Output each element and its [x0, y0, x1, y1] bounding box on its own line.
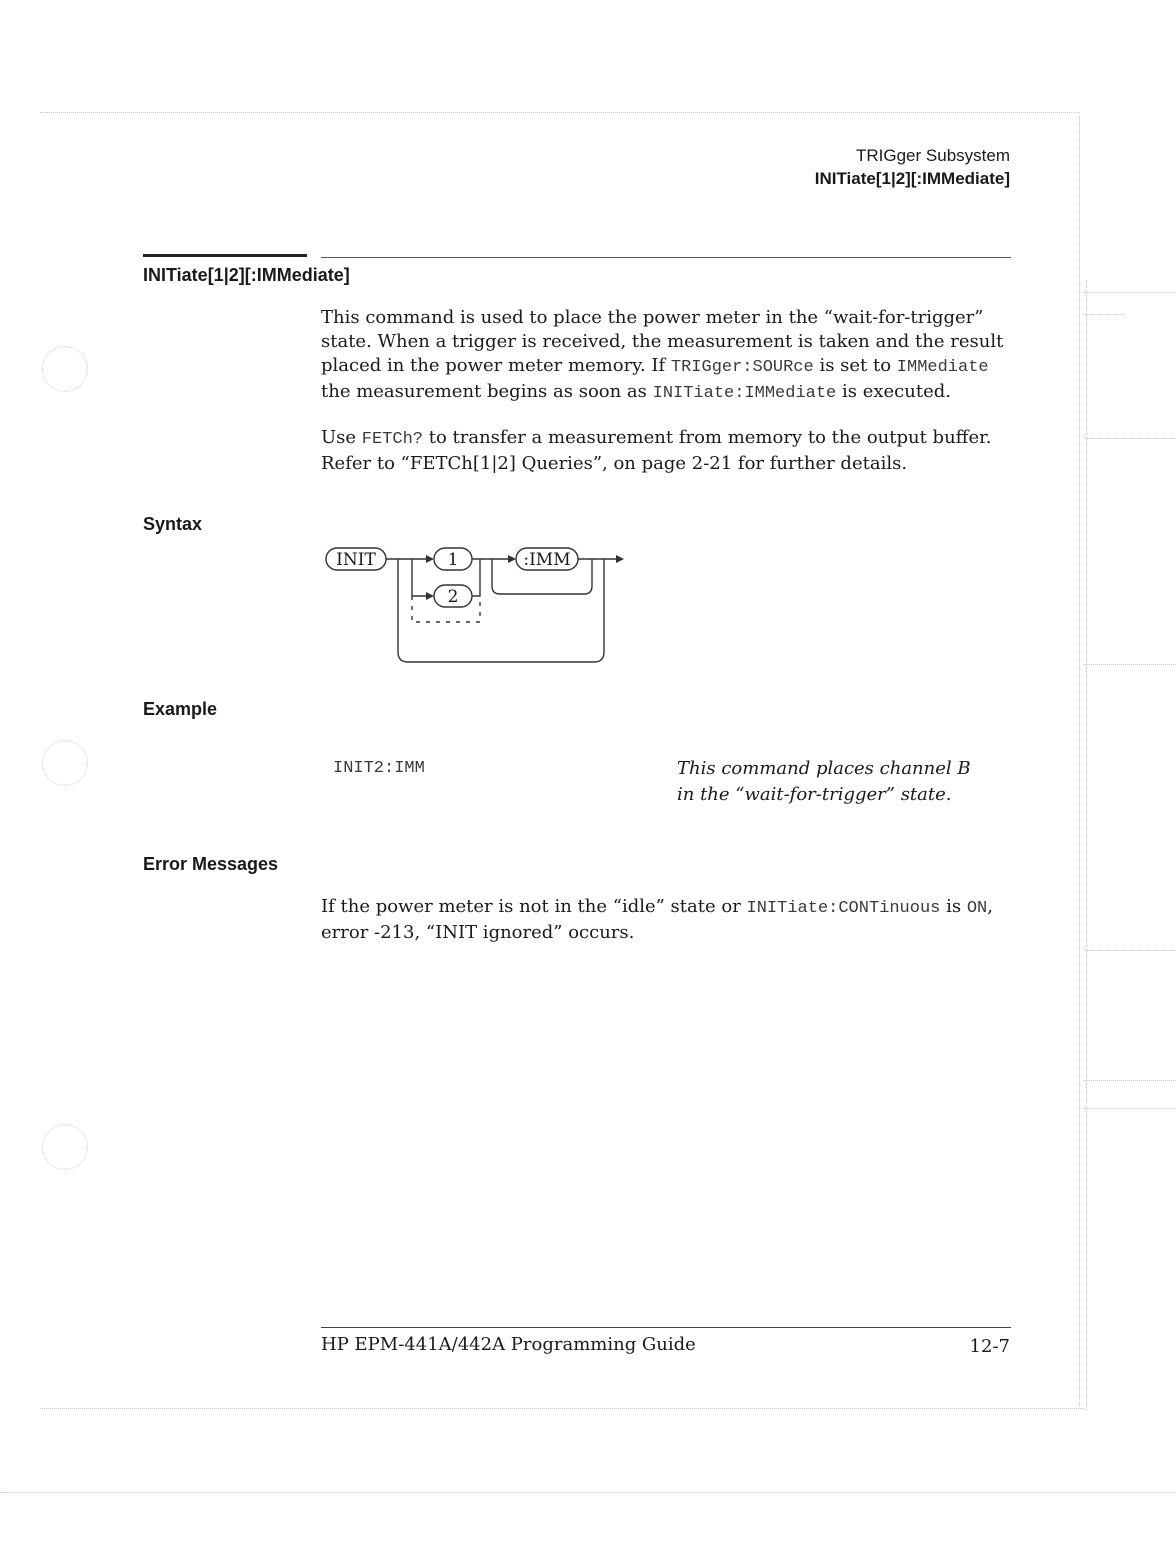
code-initiate-continuous: INITiate:CONTinuous: [746, 899, 941, 918]
syntax-text-ch1: 1: [447, 550, 459, 570]
scan-edge-footer: [0, 1492, 1176, 1493]
tab-divider-1: [1084, 292, 1176, 293]
code-on: ON: [966, 899, 988, 918]
punch-hole-bottom: [42, 1124, 88, 1170]
description-text: This command is used to place the power meter in the “wait-for-trigger” state. When a trigger is received, the measurement is taken and the result placed in the power meter memory. If: [321, 307, 1004, 376]
tab-divider-3: [1084, 438, 1176, 439]
description-text: Use: [321, 427, 362, 448]
footer-rule: [321, 1327, 1011, 1328]
error-messages-text: [321, 895, 1021, 945]
footer-page-number: 12-7: [969, 1336, 1010, 1357]
syntax-label: Syntax: [143, 514, 203, 534]
example-label: Example: [143, 699, 218, 719]
code-immediate: IMMediate: [896, 358, 989, 377]
code-trigger-source: TRIGger:SOURce: [670, 358, 814, 377]
tab-divider-4: [1084, 664, 1176, 665]
scan-edge-bottom: [40, 1408, 1085, 1409]
error-paragraph: [321, 895, 1021, 945]
error-text: is: [940, 896, 967, 917]
syntax-diagram: [318, 538, 638, 670]
example-note-line-1: This command places channel B: [677, 758, 971, 779]
example-code: INIT2:IMM: [333, 759, 425, 778]
description-paragraph-1: [321, 306, 1021, 406]
section-rule-thick: [143, 254, 307, 257]
scan-edge-right: [1079, 116, 1080, 1406]
running-header-command: INITiate[1|2][:IMMediate]: [814, 169, 1010, 188]
tab-divider-6: [1084, 1080, 1176, 1081]
syntax-text-ch2: 2: [447, 587, 459, 607]
description-paragraph-2: [321, 426, 1021, 476]
description-text: the measurement begins as soon as: [321, 381, 653, 402]
arrow-end: [616, 555, 624, 563]
section-rule-thin: [321, 257, 1011, 258]
command-description: [321, 306, 1021, 476]
punch-hole-top: [42, 346, 88, 392]
example-note-line-2: in the “wait-for-trigger” state.: [677, 784, 952, 805]
example-note: [677, 756, 971, 808]
tab-divider-2: [1084, 314, 1124, 315]
footer-guide-title: HP EPM-441A/442A Programming Guide: [321, 1334, 696, 1355]
description-text: is executed.: [836, 381, 951, 402]
syntax-text-init: INIT: [336, 550, 376, 570]
arrow-to-imm: [508, 555, 516, 563]
error-text: , error -213, “INIT ignored” occurs.: [321, 896, 993, 943]
arrow-to-ch1: [426, 555, 434, 563]
section-title: INITiate[1|2][:IMMediate]: [143, 265, 350, 285]
scan-edge-top: [40, 112, 1080, 113]
syntax-text-imm: :IMM: [523, 550, 571, 570]
error-messages-label: Error Messages: [143, 854, 279, 874]
error-text: If the power meter is not in the “idle” state or: [321, 896, 747, 917]
tab-divider-5: [1084, 950, 1176, 951]
running-header-subsystem: TRIGger Subsystem: [856, 146, 1010, 165]
description-text: to transfer a measurement from memory to the output buffer. Refer to “FETCh[1|2] Queries”, on page 2-21 for further details.: [321, 427, 992, 474]
arrow-to-ch2: [426, 592, 434, 600]
description-text: is set to: [813, 355, 897, 376]
tab-divider-7: [1084, 1108, 1176, 1109]
code-initiate-immediate: INITiate:IMMediate: [652, 384, 837, 403]
punch-hole-middle: [42, 740, 88, 786]
scan-edge-right-2: [1086, 280, 1087, 1410]
code-fetch: FETCh?: [361, 430, 423, 449]
